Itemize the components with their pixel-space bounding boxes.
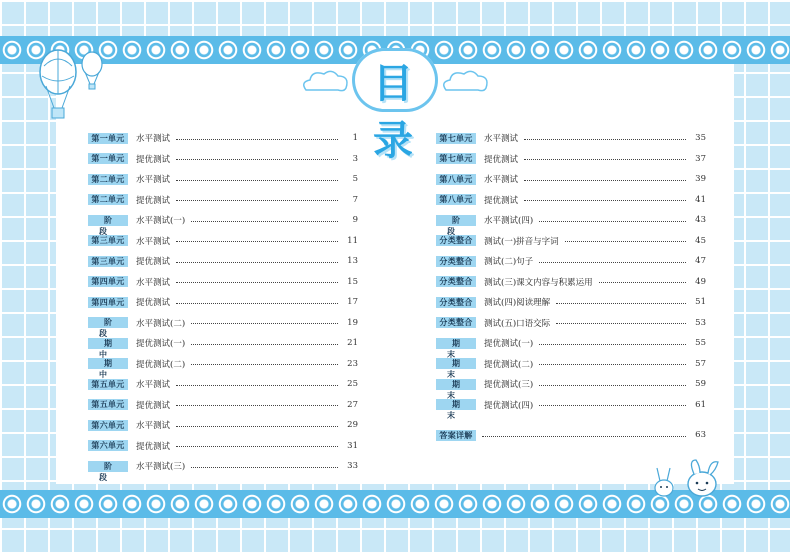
- entry-title: 水平测试: [484, 175, 519, 186]
- section-tag: 第七单元: [436, 153, 476, 164]
- page-number: 55: [695, 338, 706, 349]
- page-number: 59: [695, 379, 706, 390]
- toc-entry[interactable]: [88, 415, 358, 436]
- page-number: 45: [695, 235, 706, 246]
- entry-title: 测试(一)拼音与字词: [484, 236, 559, 247]
- section-tag: 分类整合: [436, 276, 476, 287]
- dot-leader: [191, 323, 338, 324]
- dot-leader: [539, 405, 686, 406]
- dot-leader: [176, 139, 338, 140]
- entry-title: 水平测试: [484, 134, 519, 145]
- section-tag: 分类整合: [436, 317, 476, 328]
- dot-leader: [176, 241, 338, 242]
- toc-entry[interactable]: [88, 169, 358, 190]
- entry-title: 提优测试(二): [136, 359, 186, 370]
- dot-leader: [176, 405, 338, 406]
- page-number: 25: [347, 379, 358, 390]
- dot-leader: [539, 262, 686, 263]
- page-number: 27: [347, 399, 358, 410]
- entry-title: 水平测试: [136, 134, 171, 145]
- page-number: 39: [695, 174, 706, 185]
- toc-entry[interactable]: [88, 374, 358, 395]
- section-tag: 第一单元: [88, 133, 128, 144]
- page-number: 63: [695, 430, 706, 441]
- entry-title: 提优测试: [136, 154, 171, 165]
- cloud-left-icon: [300, 68, 352, 96]
- entry-title: 测试(五)口语交际: [484, 318, 551, 329]
- toc-entry[interactable]: [436, 272, 706, 293]
- entry-title: 提优测试: [484, 154, 519, 165]
- section-tag: 期中: [88, 338, 128, 349]
- toc-entry[interactable]: [88, 333, 358, 359]
- toc-entry[interactable]: [88, 292, 358, 313]
- cloud-right-icon: [440, 68, 492, 96]
- dot-leader: [556, 323, 686, 324]
- entry-title: 水平测试: [136, 277, 171, 288]
- page-number: 21: [347, 338, 358, 349]
- bunny-mascot-icon: [648, 458, 728, 500]
- section-tag: 期中: [88, 358, 128, 369]
- page-number: 61: [695, 399, 706, 410]
- section-tag: 分类整合: [436, 297, 476, 308]
- page-number: 37: [695, 153, 706, 164]
- section-tag: 第一单元: [88, 153, 128, 164]
- section-tag: 分类整合: [436, 256, 476, 267]
- entry-title: 提优测试(四): [484, 400, 534, 411]
- toc-entry[interactable]: [436, 374, 706, 400]
- section-tag: 答案详解: [436, 430, 476, 441]
- entry-title: 提优测试: [484, 195, 519, 206]
- entry-title: 提优测试: [136, 257, 171, 268]
- dot-leader: [556, 303, 686, 304]
- entry-title: 提优测试: [136, 400, 171, 411]
- toc-entry[interactable]: [88, 395, 358, 416]
- dot-leader: [176, 159, 338, 160]
- toc-entry-answers[interactable]: [436, 425, 706, 446]
- toc-entry[interactable]: [436, 190, 706, 211]
- section-tag: 第三单元: [88, 256, 128, 267]
- dot-leader: [176, 282, 338, 283]
- section-tag: 第三单元: [88, 235, 128, 246]
- dot-leader: [176, 303, 338, 304]
- page-number: 29: [347, 420, 358, 431]
- page-number: 5: [352, 174, 358, 185]
- section-tag: 第五单元: [88, 379, 128, 390]
- page-number: 17: [347, 297, 358, 308]
- dot-leader: [524, 180, 686, 181]
- page-number: 35: [695, 133, 706, 144]
- entry-title: 水平测试: [136, 380, 171, 391]
- entry-title: 水平测试(三): [136, 462, 186, 473]
- entry-title: 测试(四)阅读理解: [484, 298, 551, 309]
- entry-title: 提优测试: [136, 195, 171, 206]
- page-number: 7: [352, 194, 358, 205]
- page-title: 目录: [373, 61, 417, 164]
- toc-entry[interactable]: [88, 149, 358, 170]
- entry-title: 提优测试(一): [136, 339, 186, 350]
- page-number: 33: [347, 461, 358, 472]
- toc-entry[interactable]: [436, 149, 706, 170]
- toc-entry[interactable]: [436, 292, 706, 313]
- entry-title: 水平测试: [136, 421, 171, 432]
- toc-entry[interactable]: [436, 313, 706, 334]
- dot-leader: [482, 436, 686, 437]
- dot-leader: [539, 221, 686, 222]
- page-number: 9: [352, 215, 358, 226]
- entry-title: 水平测试: [136, 175, 171, 186]
- toc-entry[interactable]: [88, 272, 358, 293]
- dot-leader: [539, 364, 686, 365]
- section-tag: 期末: [436, 358, 476, 369]
- entry-title: 水平测试(一): [136, 216, 186, 227]
- dot-leader: [539, 385, 686, 386]
- section-tag: 期末: [436, 399, 476, 410]
- section-tag: 第七单元: [436, 133, 476, 144]
- toc-entry[interactable]: [88, 210, 358, 236]
- dot-leader: [176, 426, 338, 427]
- page-number: 43: [695, 215, 706, 226]
- dot-leader: [191, 221, 338, 222]
- toc-entry[interactable]: [88, 190, 358, 211]
- hot-air-balloon-icon: [34, 46, 114, 132]
- entry-title: 水平测试(四): [484, 216, 534, 227]
- entry-title: 测试(三)课文内容与积累运用: [484, 277, 593, 288]
- section-tag: 第六单元: [88, 440, 128, 451]
- page-number: 51: [695, 297, 706, 308]
- section-tag: 阶段: [436, 215, 476, 226]
- dot-leader: [599, 282, 686, 283]
- toc-column-left: [88, 128, 358, 482]
- section-tag: 阶段: [88, 317, 128, 328]
- page-number: 53: [695, 317, 706, 328]
- toc-entry[interactable]: [436, 128, 706, 149]
- section-tag: 期末: [436, 379, 476, 390]
- dot-leader: [524, 159, 686, 160]
- section-tag: 第四单元: [88, 297, 128, 308]
- toc-entry[interactable]: [436, 210, 706, 236]
- toc-entry[interactable]: [88, 456, 358, 482]
- entry-title: 水平测试(二): [136, 318, 186, 329]
- entry-title: 提优测试: [136, 298, 171, 309]
- toc-entry[interactable]: [436, 354, 706, 380]
- page-number: 41: [695, 194, 706, 205]
- section-tag: 分类整合: [436, 235, 476, 246]
- page-number: 3: [352, 153, 358, 164]
- page-number: 13: [347, 256, 358, 267]
- section-tag: 第八单元: [436, 194, 476, 205]
- entry-title: 提优测试(一): [484, 339, 534, 350]
- toc-entry[interactable]: [88, 354, 358, 380]
- dot-leader: [191, 364, 338, 365]
- spacer: [436, 415, 706, 425]
- toc-entry[interactable]: [88, 313, 358, 339]
- section-tag: 第二单元: [88, 174, 128, 185]
- toc-entry[interactable]: [436, 395, 706, 421]
- toc-entry[interactable]: [436, 169, 706, 190]
- toc-entry[interactable]: [436, 333, 706, 359]
- dot-leader: [191, 344, 338, 345]
- toc-entry[interactable]: [88, 231, 358, 252]
- dot-leader: [176, 385, 338, 386]
- dot-leader: [524, 200, 686, 201]
- section-tag: 阶段: [88, 215, 128, 226]
- page-number: 1: [352, 133, 358, 144]
- page-number: 23: [347, 358, 358, 369]
- page-number: 49: [695, 276, 706, 287]
- entry-title: 提优测试(二): [484, 359, 534, 370]
- page-number: 31: [347, 440, 358, 451]
- toc-column-right: [436, 128, 706, 446]
- section-tag: 第二单元: [88, 194, 128, 205]
- entry-title: 测试(二)句子: [484, 257, 534, 268]
- section-tag: 第八单元: [436, 174, 476, 185]
- page-number: 15: [347, 276, 358, 287]
- toc-entry[interactable]: [88, 128, 358, 149]
- entry-title: 水平测试: [136, 236, 171, 247]
- entry-title: 提优测试(三): [484, 380, 534, 391]
- dot-leader: [191, 467, 338, 468]
- entry-title: 提优测试: [136, 441, 171, 452]
- page-number: 47: [695, 256, 706, 267]
- dot-leader: [176, 446, 338, 447]
- toc-entry[interactable]: [88, 251, 358, 272]
- dot-leader: [176, 200, 338, 201]
- dot-leader: [524, 139, 686, 140]
- dot-leader: [176, 180, 338, 181]
- toc-entry[interactable]: [88, 436, 358, 457]
- toc-entry[interactable]: [436, 251, 706, 272]
- dot-leader: [539, 344, 686, 345]
- section-tag: 第四单元: [88, 276, 128, 287]
- section-tag: 第五单元: [88, 399, 128, 410]
- section-tag: 期末: [436, 338, 476, 349]
- section-tag: 第六单元: [88, 420, 128, 431]
- dot-leader: [176, 262, 338, 263]
- page-number: 57: [695, 358, 706, 369]
- page-number: 19: [347, 317, 358, 328]
- page-number: 11: [347, 235, 358, 246]
- toc-entry[interactable]: [436, 231, 706, 252]
- section-tag: 阶段: [88, 461, 128, 472]
- dot-leader: [565, 241, 686, 242]
